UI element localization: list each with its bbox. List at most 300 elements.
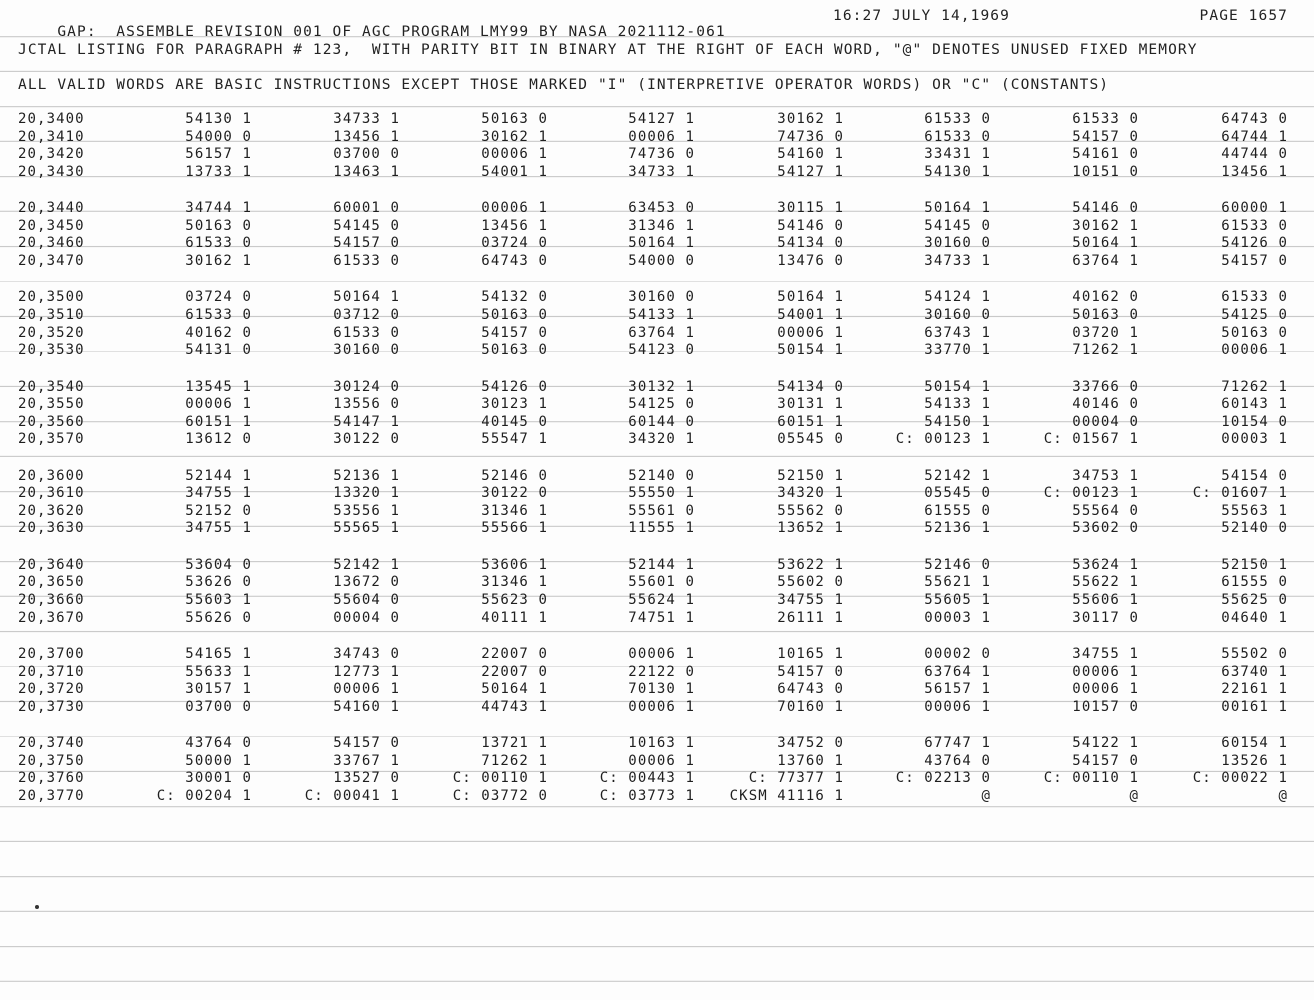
octal-word: 00004 0 <box>1072 413 1139 430</box>
octal-word: 22122 0 <box>628 663 695 680</box>
listing-row <box>0 325 1314 343</box>
octal-word: 71262 1 <box>481 752 548 769</box>
octal-word: 52140 0 <box>628 467 695 484</box>
octal-word: 34755 1 <box>777 592 844 609</box>
octal-word: 11555 1 <box>628 520 695 537</box>
header-line-3: ALL VALID WORDS ARE BASIC INSTRUCTIONS EXCEPT THOSE MARKED "I" (INTERPRETIVE OPERATOR WORDS) OR "C" (CONSTANTS) <box>18 77 1110 93</box>
listing-row <box>0 164 1314 182</box>
octal-word: 34744 1 <box>185 200 252 217</box>
octal-word: 50164 1 <box>1072 235 1139 252</box>
octal-word: 54000 0 <box>185 128 252 145</box>
row-group <box>0 735 1314 805</box>
octal-word: C: 00041 1 <box>304 787 400 804</box>
octal-word: 30160 0 <box>628 289 695 306</box>
listing-row <box>0 770 1314 788</box>
octal-word: 33767 1 <box>333 752 400 769</box>
octal-word: 34755 1 <box>185 485 252 502</box>
octal-word: @ <box>1278 787 1288 804</box>
octal-word: 54127 1 <box>777 163 844 180</box>
octal-word: 22007 0 <box>481 646 548 663</box>
octal-word: 61533 0 <box>1072 111 1139 127</box>
octal-word: C: 00110 1 <box>1043 770 1139 787</box>
memory-address: 20,3530 <box>18 342 85 359</box>
octal-word: 55550 1 <box>628 485 695 502</box>
octal-word: 30160 0 <box>924 306 991 323</box>
memory-address: 20,3560 <box>18 413 85 430</box>
octal-word: 05545 0 <box>924 485 991 502</box>
octal-word: 53606 1 <box>481 556 548 573</box>
memory-address: 20,3640 <box>18 556 85 573</box>
octal-word: 54130 1 <box>924 163 991 180</box>
octal-word: 70130 1 <box>628 681 695 698</box>
octal-word: 52146 0 <box>481 467 548 484</box>
octal-word: 50163 0 <box>481 342 548 359</box>
octal-word: 13527 0 <box>333 770 400 787</box>
listing-row <box>0 520 1314 538</box>
octal-word: 13721 1 <box>481 735 548 752</box>
row-group <box>0 289 1314 359</box>
octal-word: 54161 0 <box>1072 146 1139 163</box>
octal-word: 54134 0 <box>777 378 844 395</box>
octal-word: 13760 1 <box>777 752 844 769</box>
octal-word: 30160 0 <box>924 235 991 252</box>
octal-word: 34755 1 <box>185 520 252 537</box>
octal-word: 63743 1 <box>924 324 991 341</box>
listing-row <box>0 503 1314 521</box>
octal-word: 13476 0 <box>777 252 844 269</box>
octal-word: 60154 1 <box>1221 735 1288 752</box>
memory-address: 20,3710 <box>18 663 85 680</box>
memory-address: 20,3650 <box>18 574 85 591</box>
octal-word: 13672 0 <box>333 574 400 591</box>
octal-word: 61533 0 <box>185 235 252 252</box>
octal-word: 00006 1 <box>1221 342 1288 359</box>
octal-word: 63764 1 <box>628 324 695 341</box>
octal-word: 60000 1 <box>1221 200 1288 217</box>
octal-word: 33766 0 <box>1072 378 1139 395</box>
octal-word: 03700 0 <box>333 146 400 163</box>
octal-word: 54125 0 <box>1221 306 1288 323</box>
octal-word: 55603 1 <box>185 592 252 609</box>
octal-word: 00006 1 <box>185 396 252 413</box>
octal-word: 34755 1 <box>1072 646 1139 663</box>
octal-word: @ <box>981 787 991 804</box>
octal-word: 60001 0 <box>333 200 400 217</box>
octal-word: 56157 1 <box>185 146 252 163</box>
octal-word: 56157 1 <box>924 681 991 698</box>
octal-word: 10154 0 <box>1221 413 1288 430</box>
assembly-timestamp: 16:27 JULY 14,1969 <box>833 8 1010 24</box>
octal-word: 55633 1 <box>185 663 252 680</box>
octal-word: 53556 1 <box>333 502 400 519</box>
octal-word: 00006 1 <box>333 681 400 698</box>
octal-word: 34320 1 <box>628 431 695 448</box>
memory-address: 20,3730 <box>18 698 85 715</box>
octal-word: 54165 1 <box>185 646 252 663</box>
header-line-2: JCTAL LISTING FOR PARAGRAPH # 123, WITH PARITY BIT IN BINARY AT THE RIGHT OF EACH WORD, "@" DENOTES UNUSED FIXED MEMORY <box>18 42 1198 58</box>
listing-row <box>0 289 1314 307</box>
octal-word: 00003 1 <box>1221 431 1288 448</box>
memory-address: 20,3460 <box>18 235 85 252</box>
octal-word: 54130 1 <box>185 111 252 127</box>
octal-word: 30124 0 <box>333 378 400 395</box>
octal-word: 40111 1 <box>481 609 548 626</box>
octal-word: 34733 1 <box>333 111 400 127</box>
memory-address: 20,3670 <box>18 609 85 626</box>
octal-word: 55601 0 <box>628 574 695 591</box>
memory-address: 20,3610 <box>18 485 85 502</box>
octal-word: C: 03773 1 <box>599 787 695 804</box>
octal-word: 55562 0 <box>777 502 844 519</box>
octal-listing <box>0 111 1314 824</box>
memory-address: 20,3700 <box>18 646 85 663</box>
octal-word: 05545 0 <box>777 431 844 448</box>
octal-word: 00006 1 <box>1072 663 1139 680</box>
octal-word: 53626 0 <box>185 574 252 591</box>
octal-word: 54150 1 <box>924 413 991 430</box>
octal-word: 31346 1 <box>481 574 548 591</box>
octal-word: 54127 1 <box>628 111 695 127</box>
octal-word: 61533 0 <box>1221 217 1288 234</box>
octal-word: 61533 0 <box>333 252 400 269</box>
octal-word: 55604 0 <box>333 592 400 609</box>
octal-word: 30001 0 <box>185 770 252 787</box>
listing-row <box>0 753 1314 771</box>
octal-word: 30122 0 <box>481 485 548 502</box>
memory-address: 20,3550 <box>18 396 85 413</box>
memory-address: 20,3740 <box>18 735 85 752</box>
octal-word: 71262 1 <box>1072 342 1139 359</box>
row-group <box>0 557 1314 627</box>
octal-word: 30162 1 <box>777 111 844 127</box>
listing-row <box>0 342 1314 360</box>
octal-word: 22161 1 <box>1221 681 1288 698</box>
octal-word: 54160 1 <box>777 146 844 163</box>
octal-word: 03724 0 <box>185 289 252 306</box>
octal-word: 00006 1 <box>481 200 548 217</box>
listing-row <box>0 235 1314 253</box>
octal-word: 30115 1 <box>777 200 844 217</box>
memory-address: 20,3470 <box>18 252 85 269</box>
octal-word: C: 02213 0 <box>895 770 991 787</box>
octal-word: 63740 1 <box>1221 663 1288 680</box>
octal-word: 34733 1 <box>924 252 991 269</box>
row-group <box>0 646 1314 716</box>
octal-word: 54124 1 <box>924 289 991 306</box>
octal-word: 74736 0 <box>777 128 844 145</box>
octal-word: 40162 0 <box>1072 289 1139 306</box>
octal-word: 55606 1 <box>1072 592 1139 609</box>
page-number: PAGE 1657 <box>1199 8 1288 24</box>
octal-word: 00002 0 <box>924 646 991 663</box>
listing-row <box>0 574 1314 592</box>
octal-word: 74736 0 <box>628 146 695 163</box>
octal-word: 52140 0 <box>1221 520 1288 537</box>
octal-word: 30162 1 <box>185 252 252 269</box>
row-group <box>0 379 1314 449</box>
octal-word: 13556 0 <box>333 396 400 413</box>
octal-word: 55502 0 <box>1221 646 1288 663</box>
octal-word: C: 00110 1 <box>452 770 548 787</box>
octal-word: 13733 1 <box>185 163 252 180</box>
octal-word: 03724 0 <box>481 235 548 252</box>
octal-word: C: 77377 1 <box>748 770 844 787</box>
memory-address: 20,3760 <box>18 770 85 787</box>
octal-word: 00003 1 <box>924 609 991 626</box>
octal-word: 12773 1 <box>333 663 400 680</box>
octal-word: 61533 0 <box>1221 289 1288 306</box>
octal-word: 50164 1 <box>924 200 991 217</box>
octal-word: 50164 1 <box>333 289 400 306</box>
octal-word: 54157 0 <box>481 324 548 341</box>
octal-word: 54157 0 <box>333 235 400 252</box>
octal-word: 30160 0 <box>333 342 400 359</box>
octal-word: 34752 0 <box>777 735 844 752</box>
octal-word: 52144 1 <box>185 467 252 484</box>
memory-address: 20,3400 <box>18 111 85 127</box>
octal-word: 13456 1 <box>1221 163 1288 180</box>
listing-row <box>0 414 1314 432</box>
octal-word: 00006 1 <box>924 698 991 715</box>
octal-word: 54160 1 <box>333 698 400 715</box>
octal-word: 55564 0 <box>1072 502 1139 519</box>
octal-word: 13612 0 <box>185 431 252 448</box>
octal-word: 61533 0 <box>924 128 991 145</box>
octal-word: 10165 1 <box>777 646 844 663</box>
octal-word: 00006 1 <box>1072 681 1139 698</box>
octal-word: 54133 1 <box>628 306 695 323</box>
octal-word: 10157 0 <box>1072 698 1139 715</box>
octal-word: 54125 0 <box>628 396 695 413</box>
listing-row <box>0 664 1314 682</box>
row-group <box>0 200 1314 270</box>
octal-word: 50154 1 <box>924 378 991 395</box>
octal-word: 30123 1 <box>481 396 548 413</box>
octal-word: 44744 0 <box>1221 146 1288 163</box>
octal-word: 54131 0 <box>185 342 252 359</box>
listing-row <box>0 396 1314 414</box>
octal-word: 54000 0 <box>628 252 695 269</box>
octal-word: 74751 1 <box>628 609 695 626</box>
octal-word: 40162 0 <box>185 324 252 341</box>
octal-word: 55602 0 <box>777 574 844 591</box>
octal-word: 71262 1 <box>1221 378 1288 395</box>
octal-word: 54157 0 <box>1072 128 1139 145</box>
octal-word: 52152 0 <box>185 502 252 519</box>
listing-row <box>0 431 1314 449</box>
octal-word: 13526 1 <box>1221 752 1288 769</box>
octal-word: 61533 0 <box>333 324 400 341</box>
octal-word: 00006 1 <box>628 646 695 663</box>
octal-word: 60151 1 <box>777 413 844 430</box>
octal-word: 30162 1 <box>481 128 548 145</box>
octal-word: 52136 1 <box>924 520 991 537</box>
octal-word: 53624 1 <box>1072 556 1139 573</box>
octal-word: 55625 0 <box>1221 592 1288 609</box>
octal-word: 60143 1 <box>1221 396 1288 413</box>
octal-word: C: 01567 1 <box>1043 431 1139 448</box>
memory-address: 20,3430 <box>18 163 85 180</box>
octal-word: C: 00123 1 <box>1043 485 1139 502</box>
row-group <box>0 468 1314 538</box>
octal-word: 00006 1 <box>777 324 844 341</box>
octal-word: 50163 0 <box>481 111 548 127</box>
octal-word: 50163 0 <box>1072 306 1139 323</box>
octal-word: 50163 0 <box>481 306 548 323</box>
octal-word: 55623 0 <box>481 592 548 609</box>
octal-word: 54132 0 <box>481 289 548 306</box>
octal-word: 34320 1 <box>777 485 844 502</box>
octal-word: 52150 1 <box>777 467 844 484</box>
listing-row <box>0 146 1314 164</box>
octal-word: 54157 0 <box>333 735 400 752</box>
octal-word: 43764 0 <box>924 752 991 769</box>
octal-word: 52142 1 <box>924 467 991 484</box>
octal-word: 64744 1 <box>1221 128 1288 145</box>
listing-row <box>0 610 1314 628</box>
memory-address: 20,3770 <box>18 787 85 804</box>
octal-word: 60144 0 <box>628 413 695 430</box>
memory-address: 20,3720 <box>18 681 85 698</box>
listing-row <box>0 307 1314 325</box>
octal-word: 52146 0 <box>924 556 991 573</box>
octal-word: 54147 1 <box>333 413 400 430</box>
memory-address: 20,3510 <box>18 306 85 323</box>
memory-address: 20,3520 <box>18 324 85 341</box>
octal-word: 54157 0 <box>777 663 844 680</box>
octal-word: 61555 0 <box>924 502 991 519</box>
octal-word: 64743 0 <box>777 681 844 698</box>
octal-word: 43764 0 <box>185 735 252 752</box>
octal-word: 55565 1 <box>333 520 400 537</box>
octal-word: 54126 0 <box>481 378 548 395</box>
octal-word: 63764 1 <box>1072 252 1139 269</box>
octal-word: 55547 1 <box>481 431 548 448</box>
memory-address: 20,3570 <box>18 431 85 448</box>
octal-word: 33431 1 <box>924 146 991 163</box>
octal-word: 54146 0 <box>777 217 844 234</box>
octal-word: 67747 1 <box>924 735 991 752</box>
octal-word: 00006 1 <box>481 146 548 163</box>
row-group <box>0 111 1314 181</box>
memory-address: 20,3410 <box>18 128 85 145</box>
memory-address: 20,3620 <box>18 502 85 519</box>
octal-word: 53604 0 <box>185 556 252 573</box>
octal-word: 13652 1 <box>777 520 844 537</box>
octal-word: 40145 0 <box>481 413 548 430</box>
octal-word: 63764 1 <box>924 663 991 680</box>
octal-word: 54157 0 <box>1072 752 1139 769</box>
octal-word: 00006 1 <box>628 128 695 145</box>
octal-word: 55626 0 <box>185 609 252 626</box>
octal-word: 30122 0 <box>333 431 400 448</box>
octal-word: @ <box>1129 787 1139 804</box>
listing-row <box>0 485 1314 503</box>
octal-word: 61533 0 <box>185 306 252 323</box>
octal-word: 54154 0 <box>1221 467 1288 484</box>
listing-row <box>0 200 1314 218</box>
octal-word: 50154 1 <box>777 342 844 359</box>
octal-word: 00006 1 <box>628 698 695 715</box>
listing-row <box>0 681 1314 699</box>
octal-word: 13463 1 <box>333 163 400 180</box>
octal-word: C: 00443 1 <box>599 770 695 787</box>
memory-address: 20,3540 <box>18 378 85 395</box>
octal-word: 54134 0 <box>777 235 844 252</box>
octal-word: 30157 1 <box>185 681 252 698</box>
listing-row <box>0 592 1314 610</box>
octal-word: 00006 1 <box>628 752 695 769</box>
memory-address: 20,3600 <box>18 467 85 484</box>
octal-word: C: 00022 1 <box>1192 770 1288 787</box>
octal-word: 54157 0 <box>1221 252 1288 269</box>
memory-address: 20,3440 <box>18 200 85 217</box>
assembly-title: GAP: ASSEMBLE REVISION 001 OF AGC PROGRAM LMY99 BY NASA 2021112-061 <box>57 24 726 40</box>
octal-word: 54145 0 <box>333 217 400 234</box>
octal-word: 50163 0 <box>1221 324 1288 341</box>
octal-word: C: 00123 1 <box>895 431 991 448</box>
listing-row <box>0 379 1314 397</box>
listing-row <box>0 699 1314 717</box>
octal-word: 54133 1 <box>924 396 991 413</box>
listing-row <box>0 735 1314 753</box>
octal-word: 52142 1 <box>333 556 400 573</box>
octal-word: 55561 0 <box>628 502 695 519</box>
octal-word: 34753 1 <box>1072 467 1139 484</box>
octal-word: 50164 1 <box>628 235 695 252</box>
memory-address: 20,3450 <box>18 217 85 234</box>
listing-row <box>0 218 1314 236</box>
octal-word: 31346 1 <box>628 217 695 234</box>
octal-word: 55566 1 <box>481 520 548 537</box>
octal-word: 50163 0 <box>185 217 252 234</box>
octal-word: 54146 0 <box>1072 200 1139 217</box>
octal-word: C: 01607 1 <box>1192 485 1288 502</box>
octal-word: CKSM 41116 1 <box>729 787 844 804</box>
octal-word: 40146 0 <box>1072 396 1139 413</box>
memory-address: 20,3750 <box>18 752 85 769</box>
octal-word: 50164 1 <box>481 681 548 698</box>
octal-word: 50000 1 <box>185 752 252 769</box>
octal-word: 13320 1 <box>333 485 400 502</box>
octal-word: 00004 0 <box>333 609 400 626</box>
octal-word: 10163 1 <box>628 735 695 752</box>
octal-word: 04640 1 <box>1221 609 1288 626</box>
octal-word: 64743 0 <box>1221 111 1288 127</box>
octal-word: 34733 1 <box>628 163 695 180</box>
octal-word: 22007 0 <box>481 663 548 680</box>
octal-word: 55622 1 <box>1072 574 1139 591</box>
listing-row <box>0 646 1314 664</box>
octal-word: 70160 1 <box>777 698 844 715</box>
octal-word: 52144 1 <box>628 556 695 573</box>
octal-word: 60151 1 <box>185 413 252 430</box>
octal-word: 30162 1 <box>1072 217 1139 234</box>
octal-word: 33770 1 <box>924 342 991 359</box>
octal-word: 61555 0 <box>1221 574 1288 591</box>
octal-word: 03712 0 <box>333 306 400 323</box>
octal-word: 52150 1 <box>1221 556 1288 573</box>
octal-word: 26111 1 <box>777 609 844 626</box>
octal-word: C: 03772 0 <box>452 787 548 804</box>
octal-word: 54126 0 <box>1221 235 1288 252</box>
octal-word: 52136 1 <box>333 467 400 484</box>
octal-word: 61533 0 <box>924 111 991 127</box>
octal-word: 50164 1 <box>777 289 844 306</box>
octal-word: 03720 1 <box>1072 324 1139 341</box>
octal-word: 13456 1 <box>481 217 548 234</box>
memory-address: 20,3630 <box>18 520 85 537</box>
